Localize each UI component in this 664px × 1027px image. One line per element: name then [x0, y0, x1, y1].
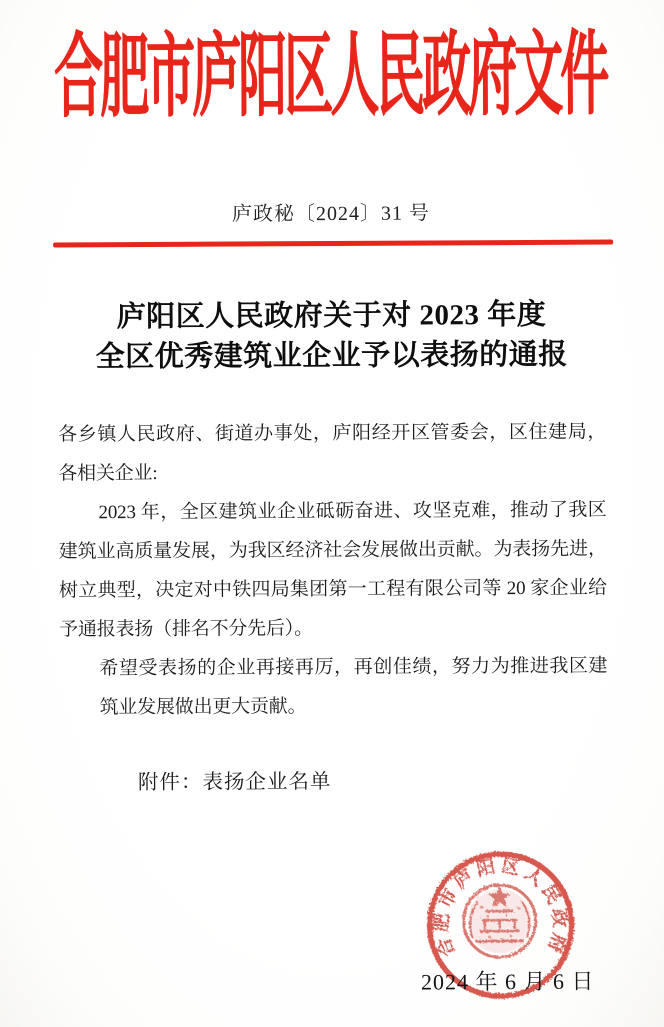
attachment-note: 附件：表扬企业名单	[137, 771, 332, 795]
national-emblem-icon	[463, 885, 535, 957]
document-body	[58, 413, 608, 728]
salutation-line: 各乡镇人民政府、街道办事处，庐阳经开区管委会，区住建局，	[58, 421, 607, 446]
letterhead-title	[0, 22, 662, 130]
paragraph-line: 树立典型，决定对中铁四局集团第一工程有限公司等 20 家企业给	[58, 577, 607, 602]
paragraph-line: 予通报表扬（排名不分先后）。	[59, 618, 313, 641]
red-separator-rule	[53, 240, 613, 247]
document-date: 2024 年 6 月 6 日	[420, 968, 595, 995]
paragraph-line: 希望受表扬的企业再接再厉，再创佳绩，努力为推进我区建	[99, 655, 608, 680]
seal-ring-text: 合肥市庐阳区人民政府	[432, 856, 570, 960]
salutation-line: 各相关企业:	[58, 462, 158, 485]
closing-paragraph	[99, 647, 607, 728]
document-number: 庐政秘〔2024〕31 号	[231, 202, 431, 226]
document-title-line1: 庐阳区人民政府关于对 2023 年度	[116, 298, 547, 334]
paragraph-line: 建筑业高质量发展，为我区经济社会发展做出贡献。为表扬先进，	[58, 538, 607, 563]
document-title	[0, 294, 664, 377]
letterhead-text: 合肥市庐阳区人民政府文件	[53, 22, 607, 130]
document-title-line2: 全区优秀建筑业企业予以表扬的通报	[95, 338, 568, 374]
paragraph-line: 2023 年，全区建筑业企业砥砺奋进、攻坚克难，推动了我区	[98, 499, 607, 524]
paragraph-line: 筑业发展做出更大贡献。	[99, 696, 307, 719]
